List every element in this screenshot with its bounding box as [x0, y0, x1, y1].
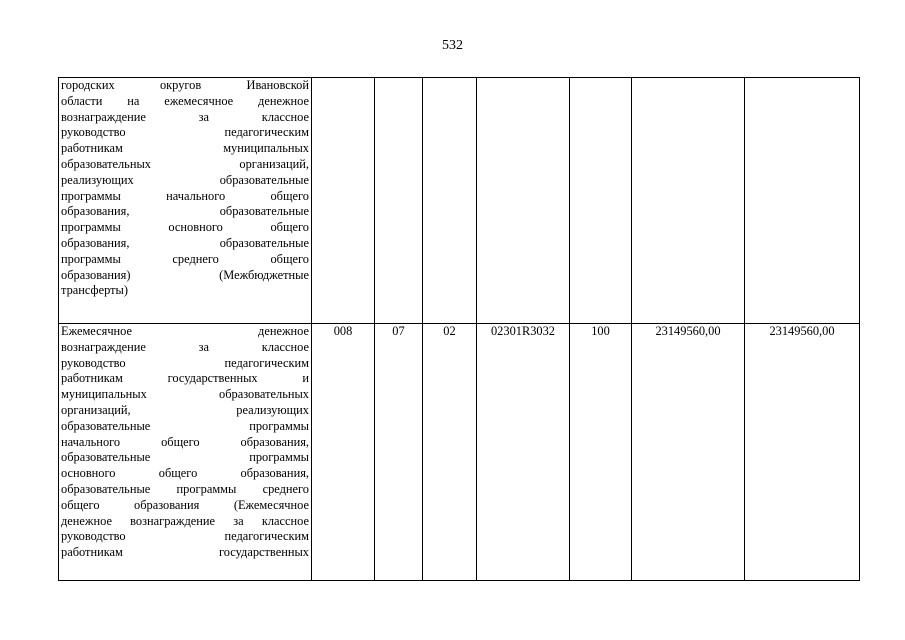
description-line: образовательных организаций, [61, 156, 309, 171]
description-cell [59, 78, 312, 324]
description-line: образования, образовательные [61, 204, 309, 219]
description-line: образовательные программы среднего [61, 481, 309, 496]
subsection-code-cell [423, 78, 477, 324]
description-line: вознаграждение за классное [61, 339, 309, 354]
description-line: образования, образовательные [61, 235, 309, 250]
description-line: образовательные программы [61, 450, 309, 465]
description-line: организаций, реализующих [61, 402, 309, 417]
description-line: программы основного общего [61, 220, 309, 235]
amount-1-cell [632, 78, 745, 324]
table-row [59, 324, 860, 581]
expense-type-cell: 100 [570, 324, 632, 581]
ministry-code-cell [312, 78, 375, 324]
target-article-cell [477, 78, 570, 324]
amount-1-cell: 23149560,00 [632, 324, 745, 581]
description-line: руководство педагогическим [61, 529, 309, 544]
table-row [59, 78, 860, 324]
description-line: муниципальных образовательных [61, 387, 309, 402]
description-line: основного общего образования, [61, 466, 309, 481]
description-line: работникам муниципальных [61, 141, 309, 156]
description-line: работникам государственных [61, 545, 309, 560]
budget-table [58, 77, 860, 581]
description-line: реализующих образовательные [61, 172, 309, 187]
description-line: трансферты) [61, 283, 128, 298]
page-number: 532 [442, 38, 463, 53]
description-line: начального общего образования, [61, 434, 309, 449]
description-line: образования) (Межбюджетные [61, 267, 309, 282]
description-line: общего образования (Ежемесячное [61, 497, 309, 512]
description-line: работникам государственных и [61, 371, 309, 386]
description-line: вознаграждение за классное [61, 109, 309, 124]
description-cell [59, 324, 312, 581]
ministry-code-cell: 008 [312, 324, 375, 581]
amount-2-cell [745, 78, 860, 324]
target-article-cell: 02301R3032 [477, 324, 570, 581]
description-line: Ежемесячное денежное [61, 324, 309, 338]
description-line: руководство педагогическим [61, 125, 309, 140]
description-line: денежное вознаграждение за классное [61, 513, 309, 528]
subsection-code-cell: 02 [423, 324, 477, 581]
amount-2-cell: 23149560,00 [745, 324, 860, 581]
description-line: области на ежемесячное денежное [61, 93, 309, 108]
description-line: программы среднего общего [61, 251, 309, 266]
description-line: городских округов Ивановской [61, 78, 309, 92]
section-code-cell [375, 78, 423, 324]
description-line: программы начального общего [61, 188, 309, 203]
description-line: руководство педагогическим [61, 355, 309, 370]
section-code-cell: 07 [375, 324, 423, 581]
expense-type-cell [570, 78, 632, 324]
description-line: образовательные программы [61, 418, 309, 433]
